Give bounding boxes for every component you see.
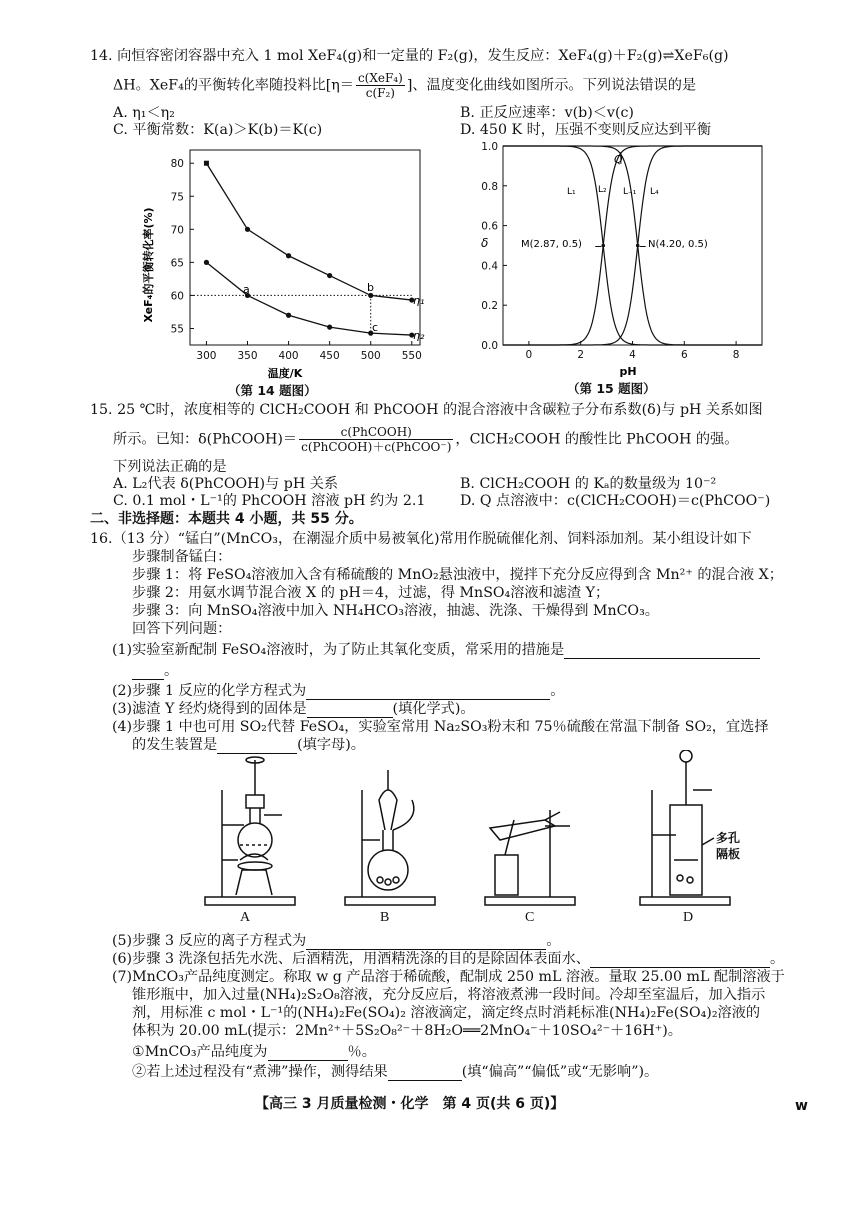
fig14-data-point (327, 325, 332, 330)
fig14-y-tick-label: 55 (170, 323, 184, 336)
fig15-curve-l1-label: L₁ (567, 187, 576, 197)
fig14-x-tick-label: 450 (319, 350, 340, 362)
q16-part3-answer-blank[interactable] (307, 703, 393, 718)
q16-sub1-end: ％。 (347, 1044, 376, 1060)
q16-part6-answer-blank[interactable] (590, 953, 770, 968)
q16-part1-text: (1)实验室新配制 FeSO₄溶液时，为了防止其氧化变质，常采用的措施是 (112, 642, 565, 658)
fig15-curve-l2-label: L₂ (598, 185, 607, 195)
q16-part4-end: (填字母)。 (297, 737, 365, 753)
q16-part6 (112, 950, 784, 968)
fig14-data-point (327, 273, 332, 278)
apparatus-c-drawing (485, 810, 575, 905)
q16-part3-text: (3)滤渣 Y 经灼烧得到的固体是 (112, 701, 307, 717)
fig14-point-c-label: c (372, 321, 379, 334)
q16-step2: 步骤 2：用氨水调节混合液 X 的 pH＝4，过滤，得 MnSO₄溶液和滤渣 Y； (132, 585, 610, 601)
q16-part6-end: 。 (769, 951, 785, 967)
fig14-axes (170, 150, 425, 362)
apparatus-label-c: C (525, 910, 535, 925)
figure-14-chart (140, 140, 440, 390)
fig15-y-tick-label: 0.2 (481, 300, 498, 313)
fig15-y-tick-label: 0.6 (481, 220, 498, 233)
fig14-plot-frame (190, 150, 420, 345)
fig14-eta1-label: η₁ (413, 294, 425, 307)
fig14-y-tick-label: 70 (170, 224, 184, 237)
q15-option-c: C. 0.1 mol・L⁻¹的 PhCOOH 溶液 pH 约为 2.1 (113, 493, 426, 509)
fig14-y-tick-label: 65 (170, 257, 184, 270)
q15-option-a: A. L₂代表 δ(PhCOOH)与 pH 关系 (113, 476, 339, 492)
q16-part3 (112, 700, 475, 718)
q16-stem-line2: 步骤制备锰白： (132, 549, 232, 565)
q16-part1-answer-blank-cont[interactable] (132, 665, 164, 680)
q16-answer-prompt: 回答下列问题： (132, 621, 232, 637)
fig14-y-axis-label: XeF₄的平衡转化率(%) (142, 207, 155, 323)
fig14-point-b-label: b (367, 281, 374, 294)
q16-part1-cont (132, 662, 178, 680)
fig14-point-a-label: a (243, 283, 250, 296)
fig15-curve-lm1-label: L₋₁ (623, 187, 637, 197)
q14-stem-text-a: ΔH。XeF₄的平衡转化率随投料比[η＝ (113, 77, 354, 94)
q16-sub2-text: ②若上述过程没有“煮沸”操作，测得结果 (132, 1064, 388, 1080)
q16-part3-end: (填化学式)。 (392, 701, 475, 717)
q14-option-b: B. 正反应速率：v(b)＜v(c) (460, 105, 634, 121)
fig15-x-tick-label: 8 (732, 349, 740, 361)
fig14-y-tick-label: 75 (170, 191, 184, 204)
q16-part5-text: (5)步骤 3 反应的离子方程式为 (112, 933, 307, 949)
q15-stem-line1: 15. 25 ℃时，浓度相等的 ClCH₂COOH 和 PhCOOH 的混合溶液中含碳粒子分布系数(δ)与 pH 关系如图 (90, 402, 763, 418)
fig14-data-point (286, 313, 291, 318)
q16-part1-answer-blank[interactable] (564, 644, 760, 659)
q16-part1 (112, 641, 760, 659)
q16-part4-text: 的发生装置是 (132, 737, 218, 753)
q14-fraction-denominator: c(F₂) (365, 86, 395, 100)
figure-15-chart (465, 140, 775, 390)
apparatus-label-b: B (380, 910, 390, 925)
q16-part7-line1: (7)MnCO₃产品纯度测定。称取 w g 产品溶于稀硫酸，配制成 250 mL 溶液。量取 25.00 mL 配制溶液于 (112, 969, 785, 985)
q15-option-b: B. ClCH₂COOH 的 Kₐ的数量级为 10⁻² (460, 476, 717, 492)
q16-sub2-answer-blank[interactable] (388, 1066, 462, 1081)
fig15-x-tick-label: 6 (680, 349, 688, 361)
fig15-axes (481, 141, 762, 361)
q16-stem-line1: 16.（13 分）“锰白”(MnCO₃，在潮湿介质中易被氧化)常用作脱硫催化剂、饲料添加剂。某小组设计如下 (90, 531, 752, 547)
fig15-x-axis-label: pH (619, 365, 637, 378)
fig15-y-tick-label: 0.8 (481, 180, 498, 193)
q16-sub2-end: (填“偏高”“偏低”或“无影响”)。 (461, 1064, 659, 1080)
q16-part5-answer-blank[interactable] (306, 935, 546, 950)
q16-part5-end: 。 (546, 933, 561, 949)
q14-stem-line1: 14. 向恒容密闭容器中充入 1 mol XeF₄(g)和一定量的 F₂(g)，发生反应：XeF₄(g)＋F₂(g)⇌XeF₆(g) (90, 48, 729, 64)
q15-stem-text-b: ，ClCH₂COOH 的酸性比 PhCOOH 的强。 (455, 431, 739, 448)
q15-stem-text-a: 所示。已知：δ(PhCOOH)＝ (113, 431, 298, 448)
q16-part7-sub2 (132, 1063, 658, 1081)
fig14-series-line-1 (206, 163, 411, 300)
fig14-x-tick-label: 550 (401, 350, 422, 362)
q16-part7-line4: 体积为 20.00 mL(提示：2Mn²⁺＋5S₂O₈²⁻＋8H₂O══2MnO₄⁻＋10SO₄²⁻＋16H⁺)。 (132, 1023, 682, 1039)
fig15-point-m (601, 244, 605, 248)
apparatus-a-drawing (205, 757, 295, 905)
apparatus-d-note-line2: 隔板 (716, 847, 741, 861)
q14-stem-text-b: ]、温度变化曲线如图所示。下列说法错误的是 (406, 77, 697, 94)
q16-step1: 步骤 1：将 FeSO₄溶液加入含有稀硫酸的 MnO₂悬浊液中，搅拌下充分反应得到含 Mn²⁺ 的混合液 X； (132, 567, 783, 583)
fig14-series-line-2 (206, 262, 411, 335)
q14-option-d: D. 450 K 时，压强不变则反应达到平衡 (460, 122, 712, 138)
apparatus-label-d: D (683, 910, 694, 925)
fig15-point-m-label: M(2.87, 0.5) (521, 239, 582, 250)
page-footer: 【高三 3 月质量检测・化学 第 4 页(共 6 页)】 (255, 1096, 565, 1112)
q15-stem-line3: 下列说法正确的是 (113, 459, 227, 475)
apparatus-d-note-line1: 多孔 (716, 831, 741, 845)
fig15-point-q-label: Q (614, 153, 623, 166)
fig14-data-point (245, 227, 250, 232)
fig15-caption: （第 15 题图） (567, 381, 656, 396)
fig15-x-tick-label: 0 (525, 349, 533, 361)
q16-part4-line1: (4)步骤 1 中也可用 SO₂代替 FeSO₄，实验室常用 Na₂SO₃粉末和 75％硫酸在常温下制备 SO₂，宜选择 (112, 719, 769, 735)
section-2-heading: 二、非选择题：本题共 4 小题，共 55 分。 (90, 511, 363, 527)
fig15-point-n (636, 244, 640, 248)
q15-fraction-denominator: c(PhCOOH)＋c(PhCOO⁻) (301, 440, 452, 454)
fig14-caption: （第 14 题图） (228, 383, 317, 398)
q16-part7-sub1 (132, 1043, 376, 1061)
apparatus-label-a: A (240, 910, 251, 925)
q16-part1-end: 。 (164, 663, 179, 679)
q16-part7-line3: 剂，用标准 c mol・L⁻¹的(NH₄)₂Fe(SO₄)₂ 溶液滴定，滴定终点时消耗标准(NH₄)₂Fe(SO₄)₂溶液的 (132, 1005, 761, 1021)
apparatus-d-drawing (640, 750, 730, 905)
q15-stem-line2 (113, 425, 738, 454)
fig15-x-tick-label: 2 (577, 349, 585, 361)
apparatus-figure (195, 750, 765, 915)
fig14-x-axis-label: 温度/K (267, 367, 303, 380)
fig15-y-tick-label: 0.0 (481, 340, 498, 352)
q16-part2-end: 。 (550, 683, 565, 699)
fig14-data-point (286, 253, 291, 258)
q16-part6-text: (6)步骤 3 洗涤包括先水洗、后酒精洗，用酒精洗涤的目的是除固体表面水、 (112, 951, 590, 967)
q16-part5 (112, 932, 560, 950)
fig14-y-tick-label: 60 (170, 290, 184, 303)
fig14-data-point (204, 260, 209, 265)
fig14-x-tick-label: 350 (237, 350, 258, 362)
page-footer-mark: w (795, 1098, 808, 1114)
fig15-y-axis-label: δ (481, 236, 489, 250)
fig14-y-tick-label: 80 (170, 158, 184, 171)
q14-fraction-numerator: c(XeF₄) (357, 71, 403, 85)
fig14-marks (204, 161, 415, 338)
q16-part2 (112, 682, 564, 700)
fig14-x-tick-label: 400 (278, 350, 299, 362)
fig15-point-n-label: N(4.20, 0.5) (648, 239, 708, 250)
q14-ratio-fraction (356, 71, 405, 100)
q16-part2-text: (2)步骤 1 反应的化学方程式为 (112, 683, 307, 699)
fig14-x-tick-label: 300 (196, 350, 217, 362)
q14-option-c: C. 平衡常数：K(a)＞K(b)＝K(c) (113, 122, 323, 138)
apparatus-b-drawing (345, 770, 435, 905)
fig15-curve-l4-label: L₄ (650, 187, 659, 197)
q15-fraction-numerator: c(PhCOOH) (299, 425, 453, 440)
fig15-y-tick-label: 0.4 (481, 260, 498, 273)
q16-step3: 步骤 3：向 MnSO₄溶液中加入 NH₄HCO₃溶液，抽滤、洗涤、干燥得到 MnCO₃。 (132, 603, 659, 619)
q16-sub1-answer-blank[interactable] (268, 1046, 348, 1061)
q15-option-d: D. Q 点溶液中：c(ClCH₂COOH)＝c(PhCOO⁻) (460, 493, 771, 509)
q16-part2-answer-blank[interactable] (306, 685, 550, 700)
fig14-eta2-label: η₂ (413, 329, 425, 342)
fig15-y-tick-label: 1.0 (481, 141, 498, 153)
q14-stem-line2 (113, 71, 696, 100)
q14-option-a: A. η₁＜η₂ (113, 105, 175, 121)
q15-delta-fraction (299, 425, 453, 454)
q16-sub1-text: ①MnCO₃产品纯度为 (132, 1044, 268, 1060)
q16-part7-line2: 锥形瓶中，加入过量(NH₄)₂S₂O₈溶液，充分反应后，将溶液煮沸一段时间。冷却至室温后，加入指示 (132, 987, 766, 1003)
fig14-x-tick-label: 500 (360, 350, 381, 362)
fig15-x-tick-label: 4 (629, 349, 636, 361)
fig14-data-point (204, 161, 209, 166)
